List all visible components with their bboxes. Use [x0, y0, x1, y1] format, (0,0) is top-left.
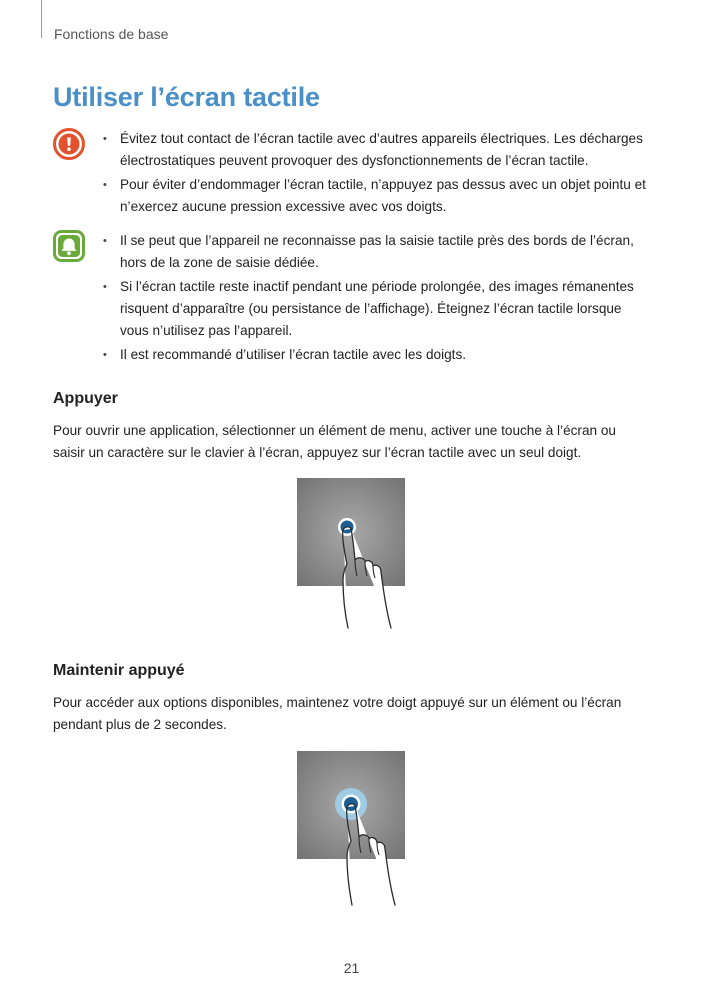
- caution-item-text: Pour éviter d’endommager l’écran tactile, n’appuyez pas dessus avec un objet pointu et n’exercez aucune pression excessive avec vos doigts.: [120, 177, 646, 214]
- notice-item: [103, 276, 648, 342]
- caution-list: [103, 128, 648, 220]
- notice-item-text: Il se peut que l’appareil ne reconnaisse pas la saisie tactile près des bords de l’écran, hors de la zone de saisie dédiée.: [120, 233, 634, 270]
- caution-exclamation-icon: [53, 128, 85, 160]
- running-header: Fonctions de base: [54, 26, 169, 42]
- caution-item-text: Évitez tout contact de l’écran tactile avec d’autres appareils électriques. Les décharges électrostatiques peuvent provoquer des dysfonctionnements de l’écran tactile.: [120, 131, 643, 168]
- section-text-appuyer: Pour ouvrir une application, sélectionner un élément de menu, activer une touche à l’écran ou saisir un caractère sur le clavier à l’écran, appuyez sur l’écran tactile avec un seul doigt.: [53, 423, 616, 460]
- section-text-maintenir-appuye: Pour accéder aux options disponibles, maintenez votre doigt appuyé sur un élément ou l’écran pendant plus de 2 secondes.: [53, 695, 622, 732]
- caution-item: [103, 128, 648, 172]
- header-rule: [41, 0, 42, 38]
- notice-list: [103, 230, 648, 368]
- section-title-maintenir-appuye: Maintenir appuyé: [53, 662, 185, 679]
- bullet: •: [103, 179, 107, 191]
- bullet: •: [103, 133, 107, 145]
- tap-and-hold-gesture-illustration: [293, 749, 411, 909]
- notice-item: [103, 344, 648, 366]
- bullet: •: [103, 235, 107, 247]
- notice-item: [103, 230, 648, 274]
- caution-item: [103, 174, 648, 218]
- page-number: 21: [343, 960, 360, 976]
- notice-item-text: Si l’écran tactile reste inactif pendant une période prolongée, des images rémanentes risquent d’apparaître (ou persistance de l’affichage). Éteignez l’écran tactile lorsque vous n’utilisez pas l’appareil.: [120, 279, 634, 338]
- bullet: •: [103, 281, 107, 293]
- page-title: Utiliser l’écran tactile: [53, 82, 320, 112]
- notice-bell-icon: [53, 230, 85, 262]
- tap-gesture-illustration: [293, 476, 411, 636]
- notice-item-text: Il est recommandé d’utiliser l’écran tactile avec les doigts.: [120, 347, 467, 362]
- bullet: •: [103, 349, 107, 361]
- section-title-appuyer: Appuyer: [53, 390, 118, 407]
